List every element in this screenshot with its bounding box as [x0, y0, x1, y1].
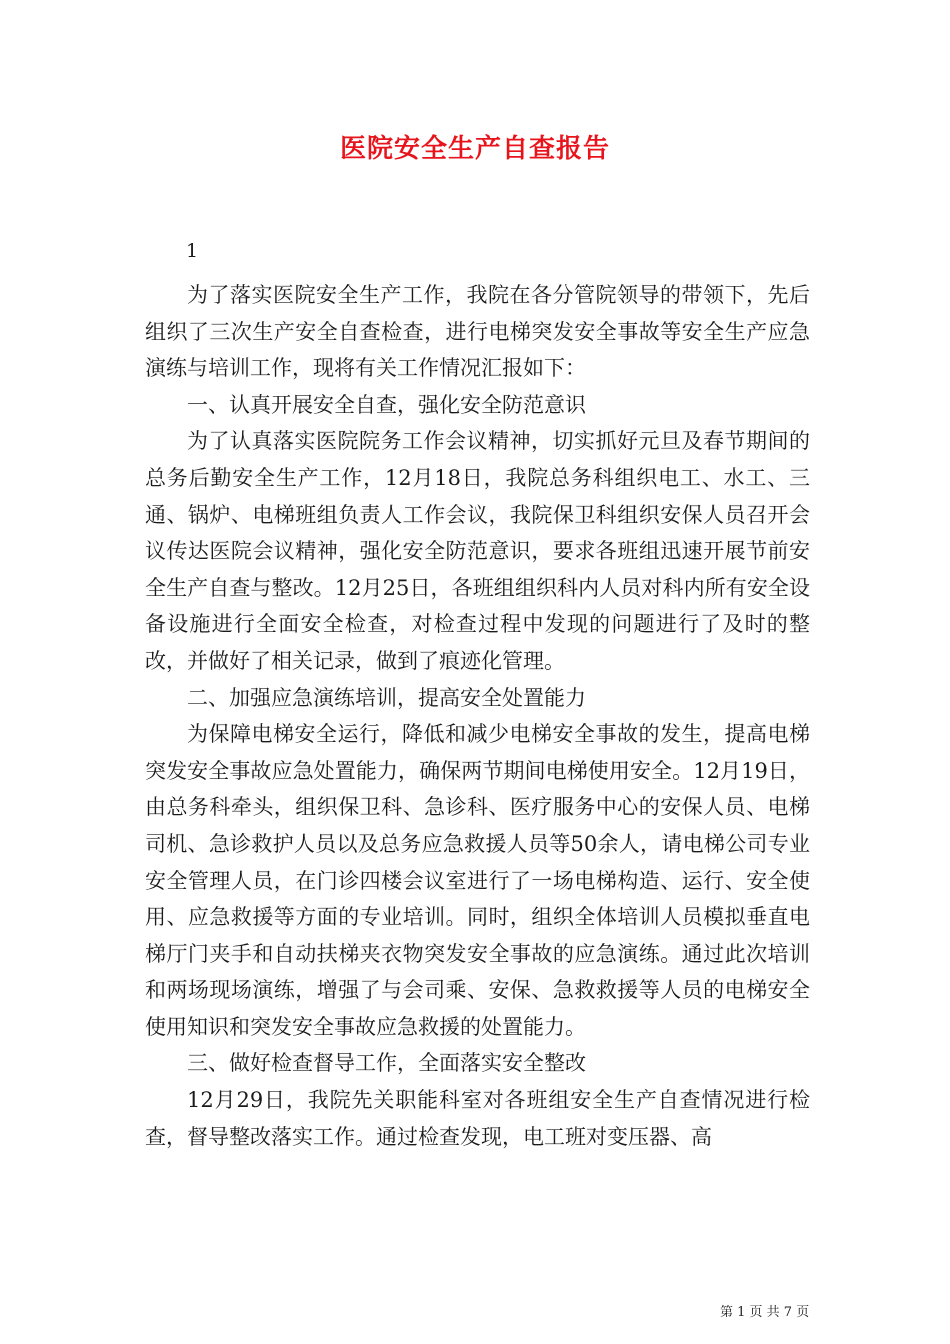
section-paragraph-1: 为了认真落实医院院务工作会议精神，切实抓好元旦及春节期间的总务后勤安全生产工作，12月18日，我院总务科组织电工、水工、三通、锅炉、电梯班组负责人工作会议，我院保卫科组织安保人员召开会议传达医院会议精神，强化安全防范意识，要求各班组迅速开展节前安全生产自查与整改。12月25日，各班组组织科内人员对科内所有安全设备设施进行全面安全检查，对检查过程中发现的问题进行了及时的整改，并做好了相关记录，做到了痕迹化管理。	[145, 429, 810, 673]
document-body	[145, 277, 810, 1155]
section-heading-2: 二、加强应急演练培训，提高安全处置能力	[187, 685, 586, 710]
section-heading-1: 一、认真开展安全自查，强化安全防范意识	[187, 392, 586, 417]
document-title: 医院安全生产自查报告	[339, 134, 610, 164]
section-paragraph-2: 为保障电梯安全运行，降低和减少电梯安全事故的发生，提高电梯突发安全事故应急处置能力，确保两节期间电梯使用安全。12月19日，由总务科牵头，组织保卫科、急诊科、医疗服务中心的安保人员、电梯司机、急诊救护人员以及总务应急救援人员等50余人，请电梯公司专业安全管理人员，在门诊四楼会议室进行了一场电梯构造、运行、安全使用、应急救援等方面的专业培训。同时，组织全体培训人员模拟垂直电梯厅门夹手和自动扶梯夹衣物突发安全事故的应急演练。通过此次培训和两场现场演练，增强了与会司乘、安保、急救救援等人员的电梯安全使用知识和突发安全事故应急救援的处置能力。	[145, 722, 810, 1039]
intro-paragraph: 为了落实医院安全生产工作，我院在各分管院领导的带领下，先后组织了三次生产安全自查检查，进行电梯突发安全事故等安全生产应急演练与培训工作，现将有关工作情况汇报如下：	[145, 283, 810, 381]
section-paragraph-3: 12月29日，我院先关职能科室对各班组安全生产自查情况进行检查，督导整改落实工作。通过检查发现，电工班对变压器、高	[145, 1088, 810, 1149]
page-footer: 第 1 页 共 7 页	[720, 1305, 810, 1320]
page-mark: 1	[186, 240, 199, 262]
section-heading-3: 三、做好检查督导工作，全面落实安全整改	[187, 1051, 586, 1076]
